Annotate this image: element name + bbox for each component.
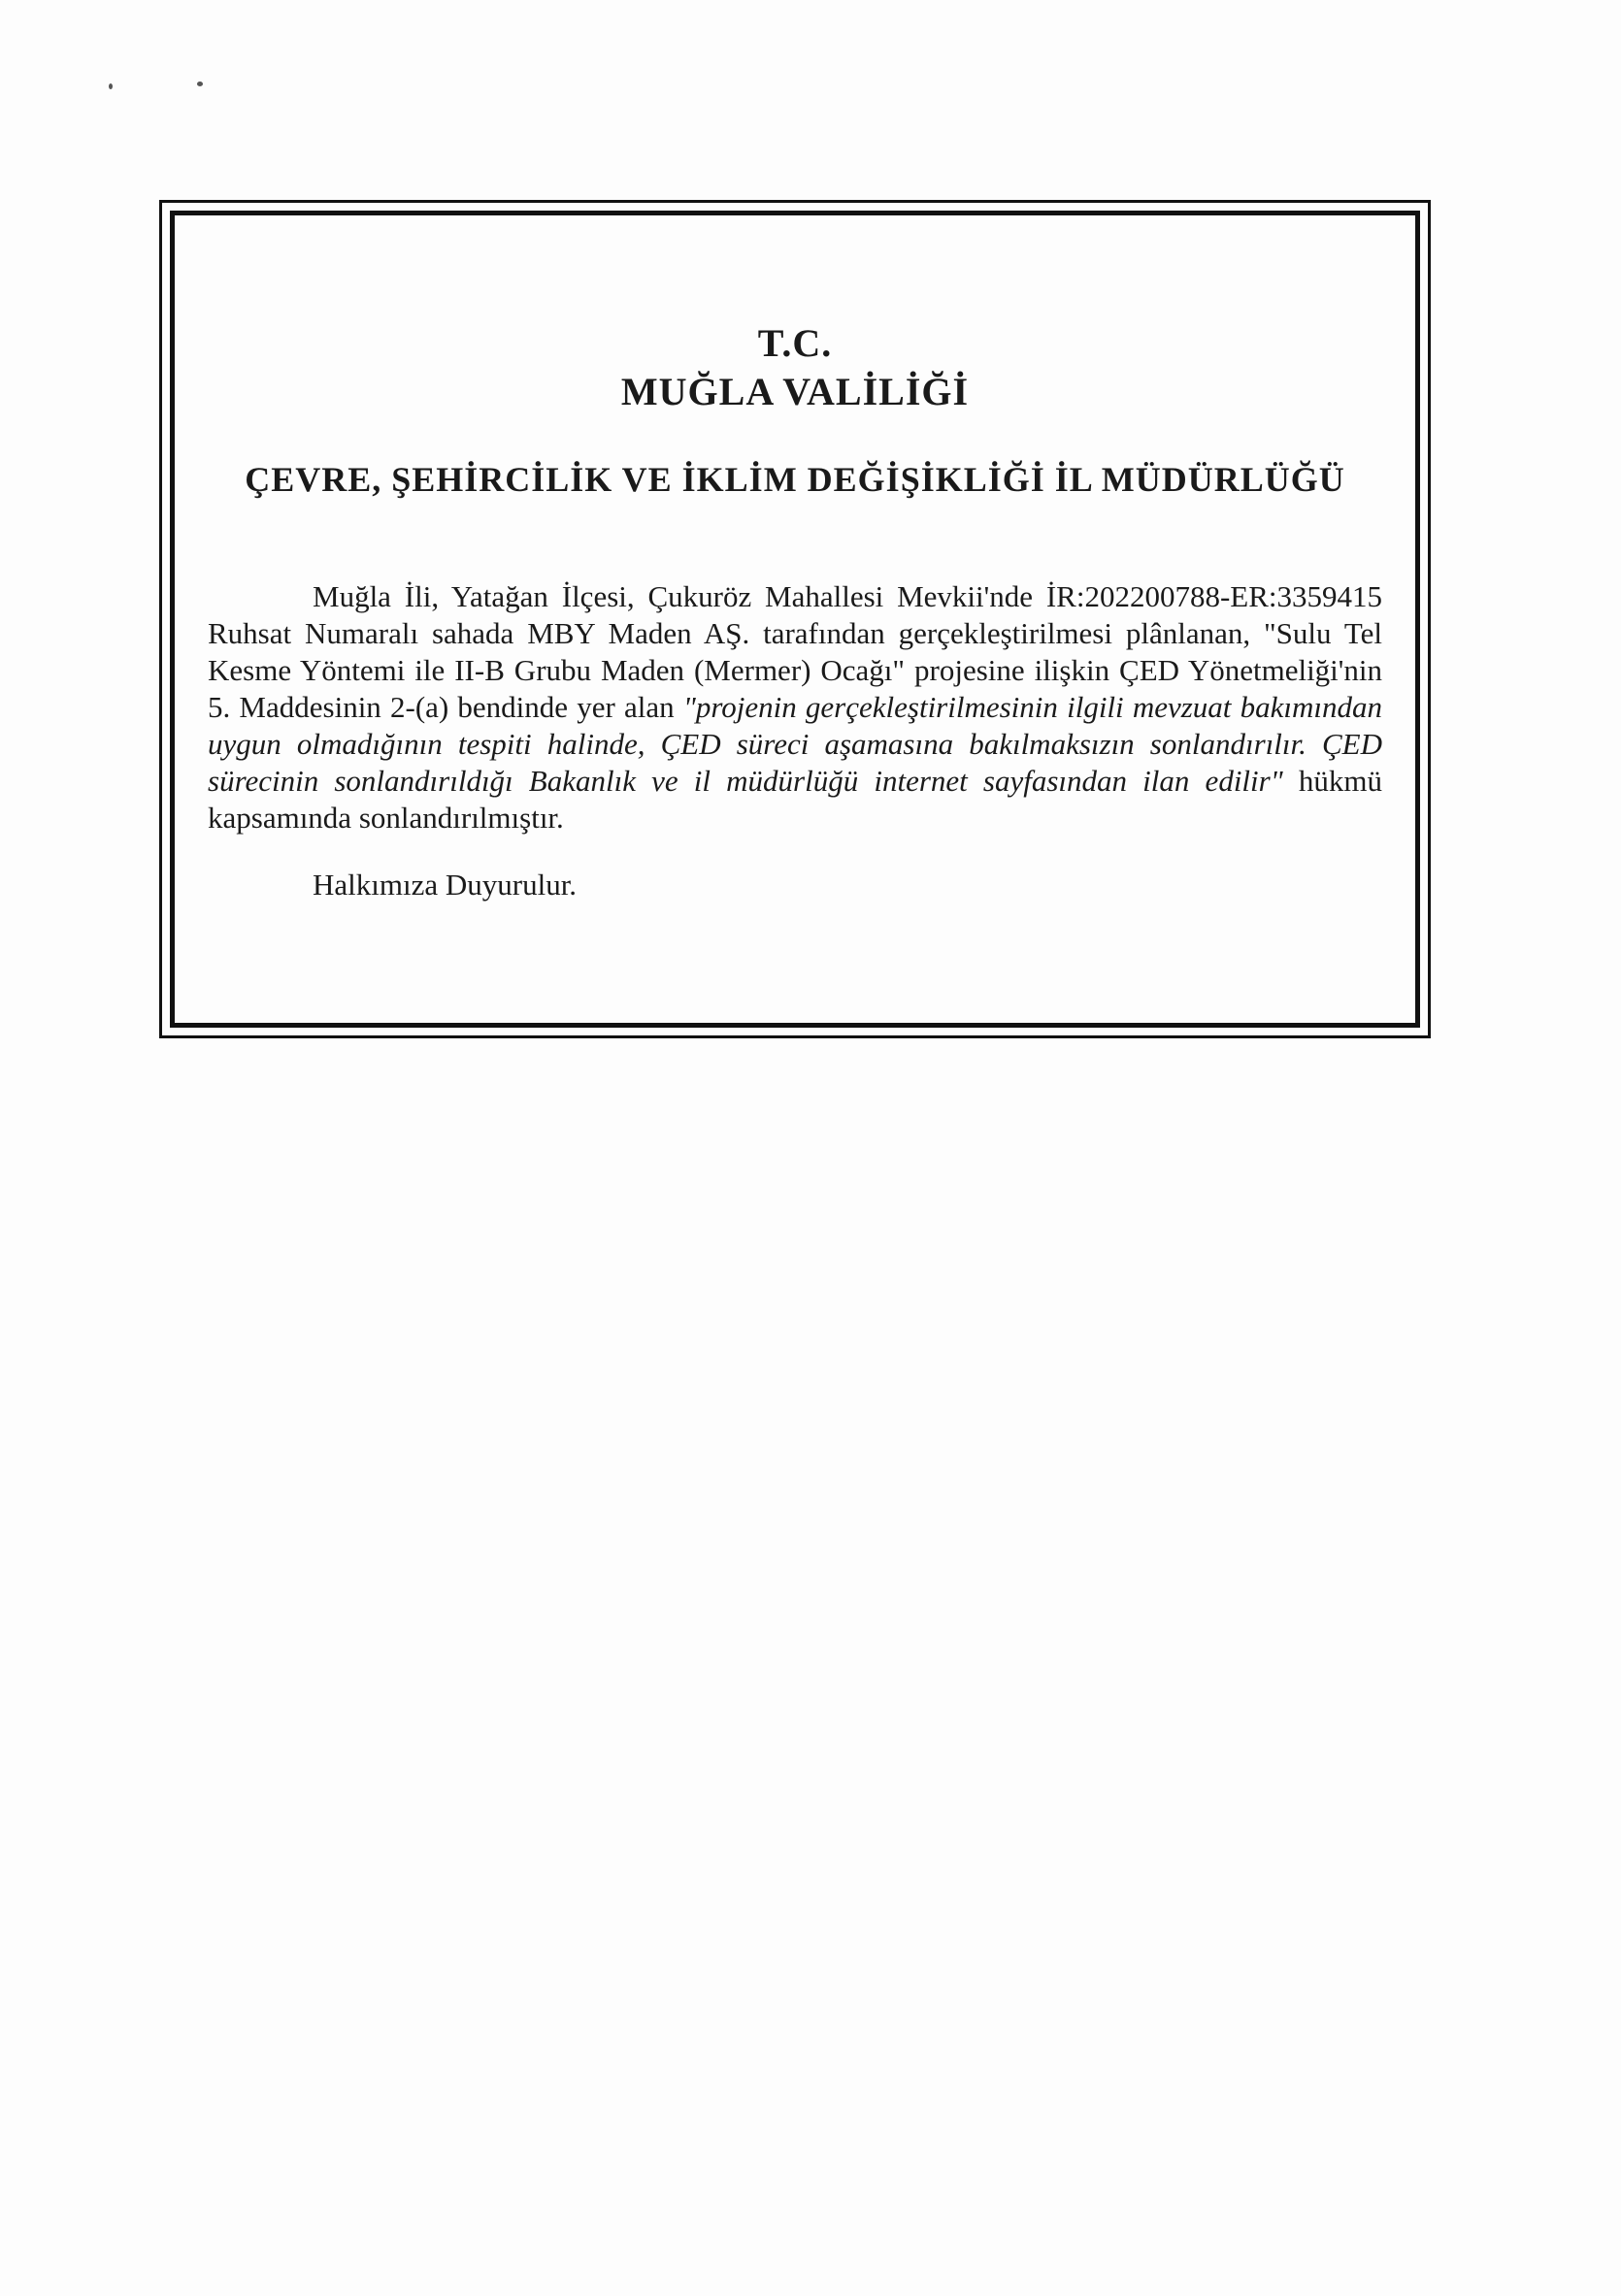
closing-line: Halkımıza Duyurulur. [313,868,578,902]
announcement-box [170,211,1420,1028]
scan-speck [197,82,203,86]
announcement-intro: Muğla İli, Yatağan İlçesi, Çukuröz Mahallesi Mevkii'nde İR:202200788-ER:3359415 Ruhsat Numaralı sahada MBY Maden AŞ. tarafından gerçekleştirilmesi plânlanan, "Sulu Tel Kesme Yöntemi ile II-B Grubu Maden (Mermer) Ocağı" projesine ilişkin ÇED Yönetmeliği'nin 5. Maddesinin 2-(a) bendinde yer alan [208,579,1382,724]
announcement-outro: hükmü kapsamında sonlandırılmıştır. [208,764,1382,835]
scan-speck [109,83,113,89]
announcement-frame [159,200,1431,1038]
announcement-paragraph [208,578,1382,836]
governorship-heading: MUĞLA VALİLİĞİ [620,370,970,413]
country-heading: T.C. [757,321,833,365]
regulation-quote: "projenin gerçekleştirilmesinin ilgili mevzuat bakımından uygun olmadığının tespiti halinde, ÇED süreci aşamasına bakılmaksızın sonlandırılır. ÇED sürecinin sonlandırıldığı Bakanlık ve il müdürlüğü internet sayfasından ilan edilir" [208,690,1382,798]
directorate-heading: ÇEVRE, ŞEHİRCİLİK VE İKLİM DEĞİŞİKLİĞİ İL MÜDÜRLÜĞÜ [245,460,1345,499]
